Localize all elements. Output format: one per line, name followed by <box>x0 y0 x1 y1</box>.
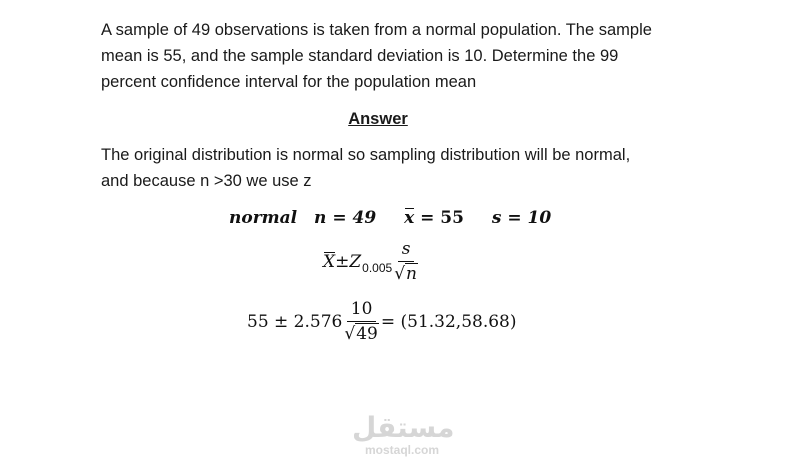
computed-fraction <box>344 299 378 344</box>
answer-heading: Answer <box>348 110 408 128</box>
formula-numerator: s <box>398 239 415 262</box>
given-n: n = 49 <box>314 208 377 228</box>
formula-plus-minus: ± <box>335 251 350 272</box>
computed-numerator: 10 <box>347 299 377 322</box>
ci-formula <box>323 239 420 284</box>
formula-fraction <box>394 239 418 284</box>
formula-z-subscript: 0.005 <box>362 260 393 275</box>
given-values-equation <box>229 208 551 228</box>
given-xbar-value: = 55 <box>414 208 464 228</box>
watermark-latin: mostaql.com <box>364 443 439 457</box>
computed-lead: 55 ± 2.576 <box>247 311 343 332</box>
formula-xbar: X <box>323 251 336 272</box>
formula-radicand: n <box>406 264 417 284</box>
ci-computation <box>247 299 517 344</box>
computed-result: = (51.32,58.68) <box>380 311 517 332</box>
formula-z: Z <box>349 251 362 272</box>
computed-denominator: √ 49 <box>344 324 378 344</box>
given-s: s = 10 <box>491 208 552 228</box>
explanation-text: The original distribution is normal so sampling distribution will be normal, and because n >30 we use z <box>101 146 631 190</box>
computed-radicand: 49 <box>356 324 378 344</box>
watermark-arabic: مستقل <box>352 411 455 444</box>
formula-denominator: √ n <box>394 264 417 284</box>
mostaql-watermark <box>352 411 455 457</box>
given-xbar-symbol: x <box>404 208 415 228</box>
given-word: normal <box>229 208 298 228</box>
question-text: A sample of 49 observations is taken from a normal population. The sample mean is 55, and the sample standard deviation is 10. Determine the 99 percent confidence interval for the population mean <box>101 21 652 91</box>
